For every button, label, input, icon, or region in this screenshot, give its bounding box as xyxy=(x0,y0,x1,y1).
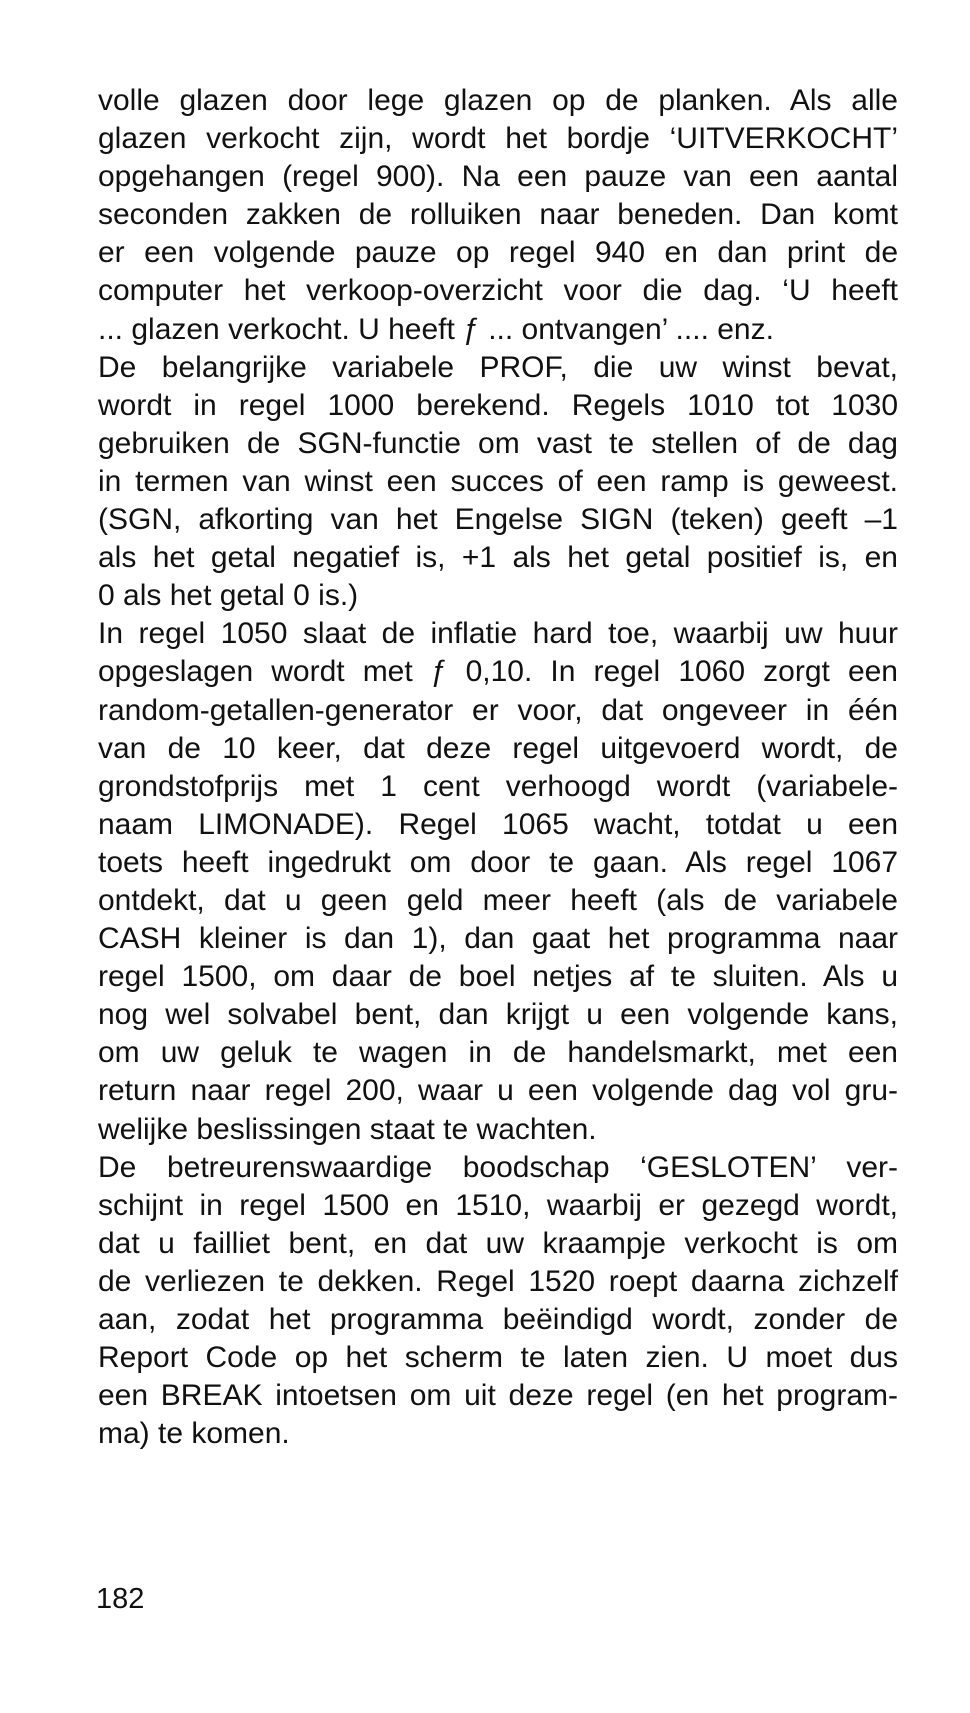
text-line: in termen van winst een succes of een ramp is geweest. xyxy=(98,464,898,498)
text-line: er een volgende pauze op regel 940 en dan print de xyxy=(98,236,898,270)
text-line: aan, zodat het programma beëindigd wordt, zonder de xyxy=(98,1303,898,1336)
text-line: Report Code op het scherm te laten zien. U moet dus xyxy=(98,1341,898,1375)
text-line: return naar regel 200, waar u een volgende dag vol gru- xyxy=(98,1074,898,1108)
text-line: als het getal negatief is, +1 als het getal positief is, en xyxy=(98,541,898,575)
text-line: naam LIMONADE). Regel 1065 wacht, totdat u een xyxy=(98,807,898,841)
text-line: opgeslagen wordt met ƒ 0,10. In regel 1060 zorgt een xyxy=(98,655,898,689)
text-line: regel 1500, om daar de boel netjes af te sluiten. Als u xyxy=(98,960,898,994)
page-number: 182 xyxy=(96,1583,145,1615)
text-line: wordt in regel 1000 berekend. Regels 1010 tot 1030 xyxy=(98,388,898,422)
text-line: om uw geluk te wagen in de handelsmarkt, met een xyxy=(98,1036,898,1070)
text-line: (SGN, afkorting van het Engelse SIGN (teken) geeft –1 xyxy=(98,503,898,537)
text-line: 0 als het getal 0 is.) xyxy=(98,579,359,613)
text-line: volle glazen door lege glazen op de planken. Als alle xyxy=(98,84,898,117)
text-line: computer het verkoop-overzicht voor die dag. ‘U heeft xyxy=(98,274,898,308)
text-line: welijke beslissingen staat te wachten. xyxy=(98,1112,597,1146)
text-line: ontdekt, dat u geen geld meer heeft (als de variabele xyxy=(98,883,898,917)
paragraph-1 xyxy=(98,82,898,349)
text-line: random-getallen-generator er voor, dat ongeveer in één xyxy=(98,693,898,727)
text-line: opgehangen (regel 900). Na een pauze van een aantal xyxy=(98,160,898,194)
text-line: toets heeft ingedrukt om door te gaan. Als regel 1067 xyxy=(98,845,898,879)
text-line: In regel 1050 slaat de inflatie hard toe, waarbij uw huur xyxy=(98,617,898,651)
text-line: gebruiken de SGN-functie om vast te stellen of de dag xyxy=(98,426,898,460)
text-line: dat u failliet bent, en dat uw kraampje verkocht is om xyxy=(98,1226,898,1260)
text-line: van de 10 keer, dat deze regel uitgevoerd wordt, de xyxy=(98,731,898,765)
paragraph-3 xyxy=(98,615,898,1148)
text-line: een BREAK intoetsen om uit deze regel (en het program- xyxy=(98,1379,898,1413)
text-line: De betreurenswaardige boodschap ‘GESLOTEN’ ver- xyxy=(98,1150,898,1184)
paragraph-4 xyxy=(98,1149,898,1454)
text-line: De belangrijke variabele PROF, die uw winst bevat, xyxy=(98,350,898,384)
text-line: ... glazen verkocht. U heeft ƒ ... ontvangen’ .... enz. xyxy=(98,312,774,346)
text-line: CASH kleiner is dan 1), dan gaat het programma naar xyxy=(98,922,898,956)
text-line: schijnt in regel 1500 en 1510, waarbij er gezegd wordt, xyxy=(98,1188,898,1222)
text-line: seconden zakken de rolluiken naar beneden. Dan komt xyxy=(98,198,898,232)
text-line: glazen verkocht zijn, wordt het bordje ‘UITVERKOCHT’ xyxy=(98,122,898,156)
body-text xyxy=(98,82,898,1453)
text-line: de verliezen te dekken. Regel 1520 roept daarna zichzelf xyxy=(98,1264,898,1298)
paragraph-2 xyxy=(98,349,898,616)
text-line: grondstofprijs met 1 cent verhoogd wordt (variabele- xyxy=(98,769,898,803)
text-line: nog wel solvabel bent, dan krijgt u een volgende kans, xyxy=(98,998,898,1032)
text-line: ma) te komen. xyxy=(98,1417,290,1451)
